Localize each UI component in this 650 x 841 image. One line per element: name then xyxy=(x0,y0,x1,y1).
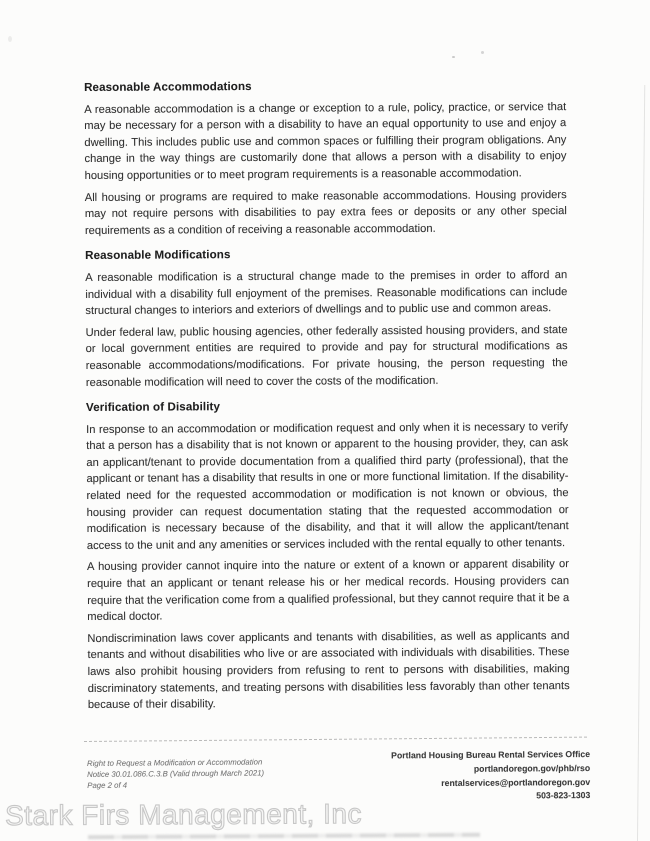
scan-edge-line-artifact xyxy=(637,85,645,841)
footer-page-number: Page 2 of 4 xyxy=(87,780,128,790)
footer-divider-rule xyxy=(84,737,587,742)
company-watermark: Stark Firs Management, Inc xyxy=(5,798,363,831)
scan-speck-artifact xyxy=(8,36,12,42)
section-heading-reasonable-accommodations: Reasonable Accommodations xyxy=(84,79,252,94)
section-heading-verification-of-disability: Verification of Disability xyxy=(85,400,221,415)
paragraph: A housing provider cannot inquire into the nature or extent of a known or apparent disability or require that an applicant or tenant release his or her medical records. Housing providers can require that the verification come from a qualified professional, but they cannot require that it be a medical doctor. xyxy=(86,558,570,624)
scan-smudge-artifact xyxy=(88,833,480,839)
paragraph: All housing or programs are required to make reasonable accommodations. Housing providers may not require persons with disabilities to pay extra fees or deposits or any other special requirements as a condition of receiving a reasonable accommodation. xyxy=(84,188,567,237)
scan-speck-artifact xyxy=(481,51,484,54)
paragraph: A reasonable modification is a structural change made to the premises in order to afford an individual with a disability full enjoyment of the premises. Reasonable modifications can include structural changes to interiors and exteriors of dwellings and to public use and common areas. xyxy=(85,268,568,318)
footer-office-name: Portland Housing Bureau Rental Services Office xyxy=(391,749,591,761)
paragraph: A reasonable accommodation is a change or exception to a rule, policy, practice, or service that may be necessary for a person with a disability to have an equal opportunity to use and enjoy a dwelling. This includes public use and common spaces or fulfilling their program obligations. Any change in the way things are customarily done that allows a person with a disability to enjoy housing opportunities or to meet program requirements is a reasonable accommodation. xyxy=(84,100,567,182)
section-heading-reasonable-modifications: Reasonable Modifications xyxy=(85,248,231,263)
footer-notice-line: Notice 30.01.086.C.3.B (Valid through March 2021) xyxy=(87,768,265,779)
footer-phone: 503-823-1303 xyxy=(536,790,591,801)
footer-website: portlandoregon.gov/phb/rso xyxy=(473,762,591,774)
footer-email: rentalservices@portlandoregon.gov xyxy=(441,776,591,788)
scan-speck-artifact xyxy=(452,56,455,58)
paragraph: In response to an accommodation or modification request and only when it is necessary to verify that a person has a disability that is not known or apparent to the housing provider, they, can ask an applicant/tenant to provide documentation from a qualified third party (professional), that the applicant or tenant has a disability that results in one or more functional limitation. If the disability-related need for the requested accommodation or modification is not known or obvious, the housing provider can request documentation stating that the requested accommodation or modification is necessary because of the disability, and that it will allow the applicant/tenant access to the unit and any amenities or services included with the rental equally to other tenants. xyxy=(86,420,569,552)
paragraph: Nondiscrimination laws cover applicants and tenants with disabilities, as well as applicants and tenants and without disabilities who live or are associated with individuals with disabilities. These laws also prohibit housing providers from refusing to rent to persons with disabilities, making discriminatory statements, and treating persons with disabilities less favorably than other tenants because of their disability. xyxy=(87,629,570,712)
document-body xyxy=(84,77,570,719)
footer-notice-line: Right to Request a Modification or Accommodation xyxy=(87,757,263,768)
paragraph: Under federal law, public housing agencies, other federally assisted housing providers, and state or local government entities are required to provide and pay for structural modifications as reasonable accommodations/modifications. For private housing, the person requesting the reasonable modification will need to cover the costs of the modification. xyxy=(85,323,568,389)
